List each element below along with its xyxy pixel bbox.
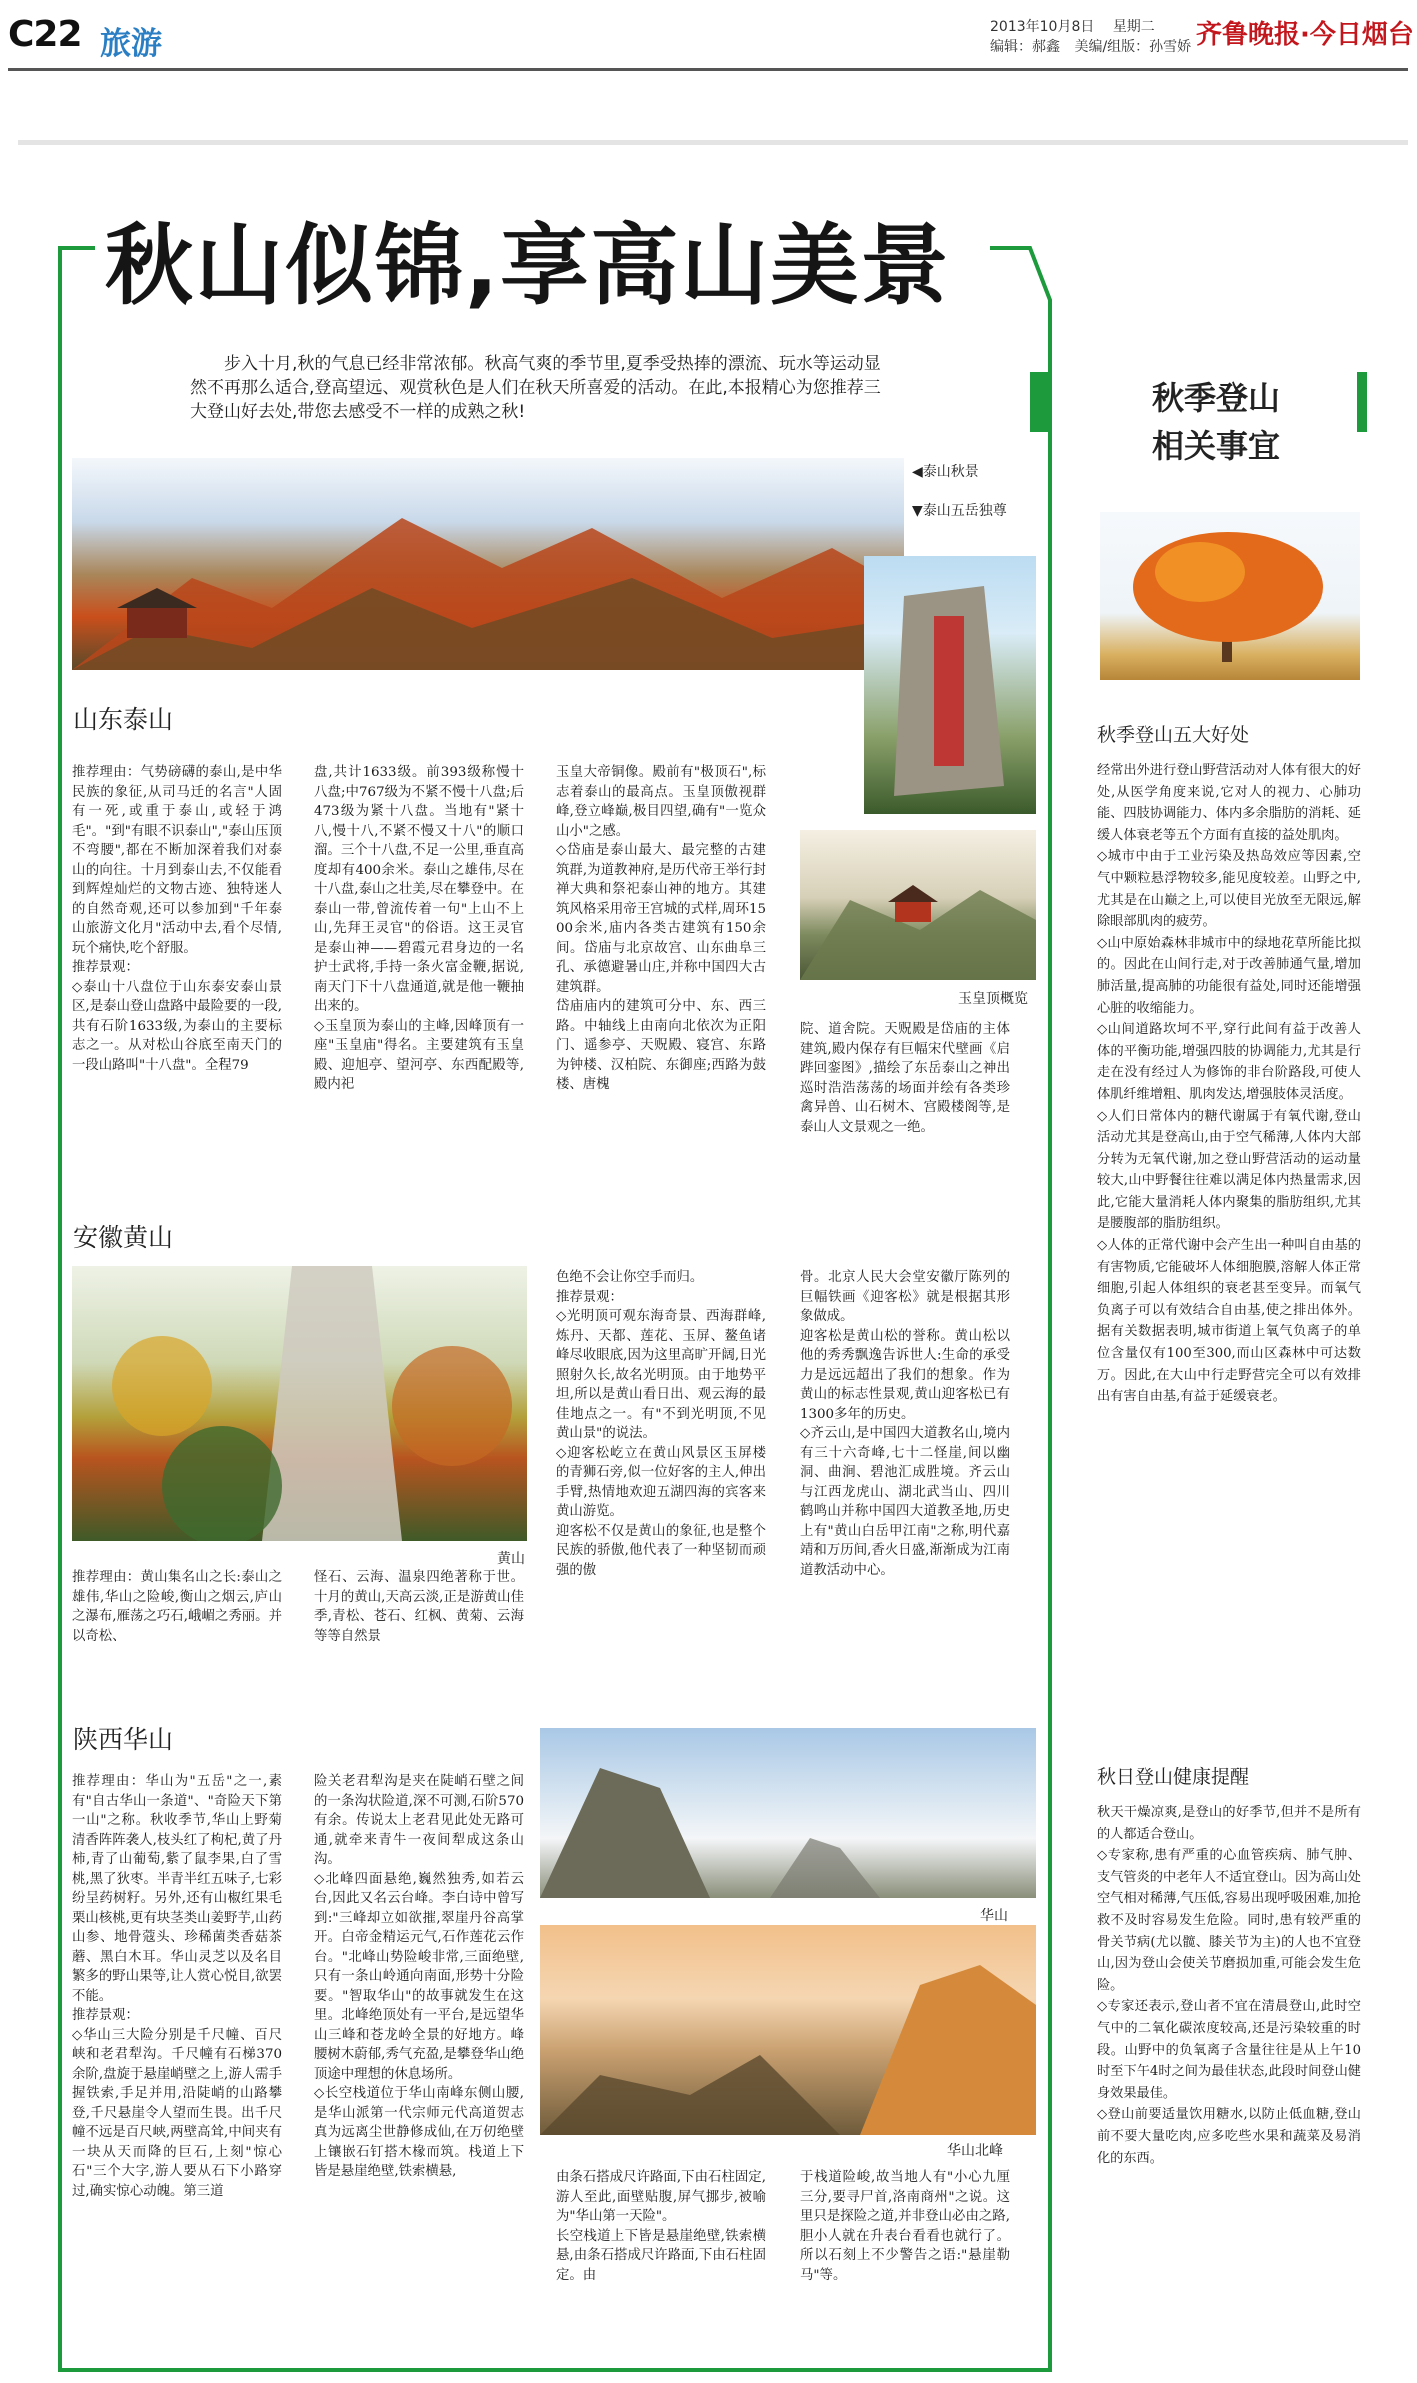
caption-yuhuang: 玉皇顶概览 (958, 991, 1028, 1007)
sidebar-accent-left (1030, 372, 1052, 432)
intro-text: 步入十月,秋的气息已经非常浓郁。秋高气爽的季节里,夏季受热捧的漂流、玩水等运动显然不再那么适合,登高望远、观赏秋色是人们在秋天所喜爱的活动。在此,本报精心为您推荐三大登山好去处,带您去感受不一样的成熟之秋! (190, 354, 881, 422)
section-heading-taishan: 山东泰山 (73, 705, 174, 734)
caption-huashan: 华山 (980, 1908, 1008, 1924)
page-number: C22 (8, 14, 82, 55)
sunset-cliff-illustration (540, 1925, 1036, 2135)
mountain-illustration (72, 458, 904, 670)
sidebar-text-2: 秋天干燥凉爽,是登山的好季节,但并不是所有的人都适合登山。 ◇专家称,患有严重的心血管疾病、肺气肿、支气管炎的中老年人不适宜登山。因为高山处空气相对稀薄,气压低,容易出现呼吸困难,加抢救不及时容易发生危险。同时,患有较严重的骨关节病(尤以髋、膝关节为主)的人也不宜登山,因为登山会使关节磨损加重,可能会发生危险。 ◇专家还表示,登山者不宜在清晨登山,此时空气中的二氧化碳浓度较高,还是污染较重的时段。山野中的负氧离子含量往往是从上午10时至下午4时之间为最佳状态,此段时间登山健身效果最佳。 ◇登山前要适量饮用糖水,以防止低血糖,登山前不要大量吃肉,应多吃些水果和蔬菜及易消化的东西。 (1097, 1805, 1361, 2166)
section-name: 旅游 (100, 26, 162, 62)
taishan-autumn-photo (72, 458, 904, 670)
huangshan-col-3: 色绝不会让你空手而归。 推荐景观： ◇光明顶可观东海奇景、西海群峰,炼丹、天都、莲花、玉屏、鳌鱼诸峰尽收眼底,因为这里高旷开阔,日光照射久长,故名光明顶。由于地势平坦,所以是黄山看日出、观云海的最佳地点之一。有"不到光明顶,不见黄山景"的说法。 ◇迎客松屹立在黄山风景区玉屏楼的青狮石旁,似一位好客的主人,伸出手臂,热情地欢迎五湖四海的宾客来黄山游览。 迎客松不仅是黄山的象征,也是整个民族的骄傲,他代表了一种坚韧而顽强的傲 (556, 1270, 766, 1578)
sidebar-sub-1: 秋季登山五大好处 (1097, 724, 1250, 746)
designer: 美编/组版：孙雪娇 (1074, 39, 1192, 55)
sidebar-tree-photo (1100, 512, 1360, 680)
taishan-col-3: 玉皇大帝铜像。殿前有"极顶石",标志着泰山的最高点。玉皇顶傲视群峰,登立峰巅,极目四望,确有"一览众山小"之感。 ◇岱庙是泰山最大、最完整的古建筑群,为道教神府,是历代帝王举行封禅大典和祭祀泰山神的地方。其建筑风格采用帝王宫城的式样,周环1500余米,庙内各类古建筑有150余间。岱庙与北京故宫、山东曲阜三孔、承德避暑山庄,并称中国四大古建筑群。 岱庙庙内的建筑可分中、东、西三路。中轴线上由南向北依次为正阳门、遥参亭、天贶殿、寝宫、东路为钟楼、汉柏院、东御座;西路为鼓楼、唐槐 (556, 765, 766, 1092)
huashan-north-photo (540, 1925, 1036, 2135)
huangshan-col-4: 骨。北京人民大会堂安徽厅陈列的巨幅铁画《迎客松》就是根据其形象做成。 迎客松是黄山松的誉称。黄山松以他的秀秀飘逸告诉世人:生命的承受力是远远超出了我们的想象。作为黄山的标志性景观,黄山迎客松已有1300多年的历史。 ◇齐云山,是中国四大道教名山,境内有三十六奇峰,七十二怪崖,间以幽洞、曲涧、碧池汇成胜境。齐云山与江西龙虎山、湖北武当山、四川鹤鸣山并称中国四大道教圣地,历史上有"黄山白岳甲江南"之称,明代嘉靖和万历间,香火日盛,渐渐成为江南道教活动中心。 (800, 1270, 1010, 1578)
taishan-col-1: 推荐理由：气势磅礴的泰山,是中华民族的象征,从司马迁的名言"人固有一死,或重于泰山,或轻于鸿毛"。"到"有眼不识泰山","泰山压顶不弯腰",都在不断加深着我们对泰山的向往。十月到泰山去,不仅能看到辉煌灿烂的文物古迹、独特迷人的自然奇观,还可以参加到"千年泰山旅游文化月"活动中去,看个尽情,玩个痛快,吃个舒服。 推荐景观： ◇泰山十八盘位于山东泰安泰山景区,是泰山登山盘路中最险要的一段,共有石阶1633级,为泰山的主要标志之一。从对松山谷底至南天门的一段山路叫"十八盘"。全程79 (72, 765, 282, 1073)
taishan-col-4: 院、道舍院。天贶殿是岱庙的主体建筑,殿内保存有巨幅宋代壁画《启跸回銮图》,描绘了东岳泰山之神出巡时浩浩荡荡的场面并绘有各类珍禽异兽、山石树木、宫殿楼阁等,是泰山人文景观之一绝。 (800, 1022, 1010, 1135)
huashan-photo (540, 1728, 1036, 1898)
huashan-col-1: 推荐理由：华山为"五岳"之一,素有"自古华山一条道"、"奇险天下第一山"之称。秋收季节,华山上野菊清香阵阵袭人,枝头红了枸杞,黄了丹柿,青了山葡萄,紫了鼠李果,白了雪桃,黑了狄枣。半青半红五味子,七彩纷呈药树籽。另外,还有山椒红果毛栗山核桃,更有块茎类山姜野芋,山药山参、地骨蔻头、珍稀菌类香菇茶蘑、黑白木耳。华山灵芝以及名目繁多的野山果等,让人赏心悦目,欲罢不能。 推荐景观： ◇华山三大险分别是千尺幢、百尺峡和老君犁沟。千尺幢有石梯370余阶,盘旋于悬崖峭壁之上,游人需手握铁索,手足并用,沿陡峭的山路攀登,千尺悬崖令人望而生畏。出千尺幢不远是百尺峡,两壁高耸,中间夹有一块从天而降的巨石,上刻"惊心石"三个大字,游人要从石下小路穿过,确实惊心动魄。第三道 (72, 1774, 282, 2199)
sidebar-heading-line1: 秋季登山 (1151, 379, 1280, 417)
editor: 编辑：郝鑫 (990, 39, 1060, 55)
newspaper-name: 齐鲁晚报·今日烟台 (1196, 20, 1414, 50)
huangshan-photo (72, 1266, 527, 1541)
stone-tablet-illustration (864, 556, 1036, 814)
sidebar-sub-2: 秋日登山健康提醒 (1097, 1766, 1250, 1788)
huangshan-col-2: 怪石、云海、温泉四绝著称于世。十月的黄山,天高云淡,正是游黄山佳季,青松、苍石、红枫、黄菊、云海等等自然景 (314, 1570, 524, 1644)
yuhuang-photo (800, 830, 1036, 980)
weekday: 星期二 (1112, 19, 1155, 35)
sidebar-text-1: 经常出外进行登山野营活动对人体有很大的好处,从医学角度来说,它对人的视力、心肺功能、四肢协调能力、体内多余脂肪的消耗、延缓人体衰老等五个方面有直接的益处肌肉。 ◇城市中由于工业污染及热岛效应等因素,空气中颗粒悬浮物较多,能见度较差。山野之中,尤其是在山巅之上,可以使目光放至无限远,解除眼部肌肉的疲劳。 ◇山中原始森林非城市中的绿地花草所能比拟的。因此在山间行走,对于改善肺通气量,增加肺活量,提高肺的功能很有益处,同时还能增强心脏的收缩能力。 ◇山间道路坎坷不平,穿行此间有益于改善人体的平衡功能,增强四肢的协调能力,尤其是行走在没有经过人为修饰的非台阶路段,可使人体肌纤维增粗、肌肉发达,增强肢体灵活度。 ◇人们日常体内的糖代谢属于有氧代谢,登山活动尤其是登高山,由于空气稀薄,人体内大部分转为无氧代谢,加之登山野营活动的运动量较大,山中野餐往往难以满足体内热量需求,因此,它能大量消耗人体内聚集的脂肪组织,尤其是腰腹部的脂肪组织。 ◇人体的正常代谢中会产生出一种叫自由基的有害物质,它能破坏人体细胞膜,溶解人体正常细胞,引起人体组织的衰老甚至变异。而氧气负离子可以有效结合自由基,使之排出体外。据有关数据表明,城市街道上氧气负离子的单位含量仅有100至300,而山区森林中可达数万。因此,在大山中行走野营完全可以有效排出有害自由基,有益于延缓衰老。 (1097, 763, 1361, 1405)
huashan-col-3: 由条石搭成尺许路面,下由石柱固定,游人至此,面壁贴腹,屏气挪步,被喻为"华山第一天险"。 长空栈道上下皆是悬崖绝壁,铁索横悬,由条石搭成尺许路面,下由石柱固定。由 (556, 2170, 766, 2283)
huangshan-col-1: 推荐理由：黄山集名山之长:泰山之雄伟,华山之险峻,衡山之烟云,庐山之瀑布,雁荡之巧石,峨嵋之秀丽。并以奇松、 (72, 1570, 282, 1644)
temple-illustration (800, 830, 1036, 980)
caption-wuyue: ▼泰山五岳独尊 (912, 503, 1007, 519)
sidebar-heading (1116, 374, 1316, 470)
huashan-col-4: 于栈道险峻,故当地人有"小心九厘三分,要寻尸首,洛南商州"之说。这里只是探险之道,并非登山必由之路,胆小人就在升表台看看也就行了。所以石刻上不少警告之语:"悬崖勒马"等。 (800, 2170, 1010, 2283)
wuyue-photo (864, 556, 1036, 814)
section-heading-huashan: 陕西华山 (73, 1725, 174, 1754)
caption-huangshan: 黄山 (497, 1551, 525, 1567)
peak-illustration (540, 1728, 1036, 1898)
cliff-illustration (72, 1266, 527, 1541)
date: 2013年10月8日 (990, 19, 1095, 35)
taishan-col-2: 盘,共计1633级。前393级称慢十八盘;中767级为不紧不慢十八盘;后473级为紧十八盘。当地有"紧十八,慢十八,不紧不慢又十八"的顺口溜。三个十八盘,不足一公里,垂直高度却有400余米。泰山之雄伟,尽在十八盘,泰山之壮美,尽在攀登中。在泰山一带,曾流传着一句"上山不上山,先拜王灵官"的俗语。这王灵官是泰山神——碧霞元君身边的一名护士武将,手持一条火富金鞭,据说,南天门下十八盘通道,就是他一鞭抽出来的。 ◇玉皇顶为泰山的主峰,因峰顶有一座"玉皇庙"得名。主要建筑有玉皇殿、迎旭亭、望河亭、东西配殿等,殿内祀 (314, 765, 524, 1092)
sidebar-heading-line2: 相关事宜 (1151, 427, 1280, 465)
page-title: 秋山似锦,享高山美景 (95, 196, 960, 322)
caption-huashan-north: 华山北峰 (947, 2143, 1003, 2159)
sidebar-accent-right (1357, 372, 1367, 432)
section-heading-huangshan: 安徽黄山 (73, 1223, 174, 1252)
maple-tree-illustration (1100, 512, 1360, 680)
huashan-col-2: 险关老君犁沟是夹在陡峭石壁之间的一条沟状险道,深不可测,石阶570有余。传说太上老君见此处无路可通,就牵来青牛一夜间犁成这条山沟。 ◇北峰四面悬绝,巍然独秀,如若云台,因此又名云台峰。李白诗中曾写到:"三峰却立如欲摧,翠崖丹谷高掌开。白帝金精运元气,石作莲花云作台。"北峰山势险峻非常,三面绝壁,只有一条山岭通向南面,形势十分险要。"智取华山"的故事就发生在这里。北峰绝顶处有一平台,是远望华山三峰和苍龙岭全景的好地方。峰腰树木蔚郁,秀气充盈,是攀登华山绝顶途中理想的休息场所。 ◇长空栈道位于华山南峰东侧山腰,是华山派第一代宗师元代高道贺志真为远离尘世静修成仙,在万仞绝壁上镶嵌石钉搭木椽而筑。栈道上下皆是悬崖绝壁,铁索横悬, (314, 1774, 524, 2179)
caption-taishan-autumn: ◀泰山秋景 (912, 464, 979, 480)
